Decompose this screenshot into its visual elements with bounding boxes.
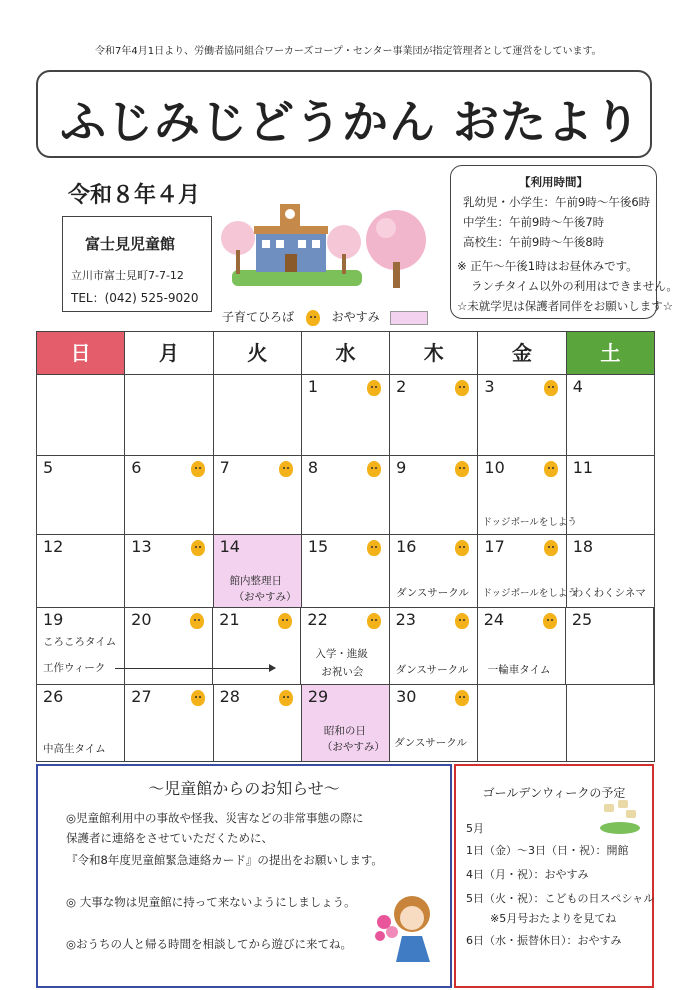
day-number: 9 bbox=[396, 458, 407, 477]
calendar-day bbox=[390, 535, 478, 607]
chick-icon bbox=[367, 461, 381, 477]
calendar-day bbox=[302, 685, 390, 761]
legend-hiroba-label: 子育てひろば bbox=[222, 310, 295, 324]
day-number: 15 bbox=[307, 537, 329, 556]
golden-week-month: 5月 bbox=[466, 822, 484, 835]
calendar-week bbox=[37, 456, 654, 535]
event-label: ダンスサークル bbox=[395, 664, 469, 676]
hours-line: 高校生：午前9時～午後8時 bbox=[463, 235, 605, 249]
golden-week-line: ※5月号おたよりを見てね bbox=[490, 912, 617, 925]
calendar-day bbox=[478, 456, 577, 534]
day-number: 24 bbox=[483, 610, 505, 629]
calendar-day bbox=[478, 535, 577, 607]
day-number: 4 bbox=[572, 377, 583, 396]
chick-icon bbox=[279, 690, 293, 706]
day-number: 6 bbox=[131, 458, 142, 477]
chick-icon bbox=[455, 613, 469, 629]
weekday-sat: 土 bbox=[567, 332, 654, 374]
chick-icon bbox=[191, 461, 205, 477]
calendar bbox=[36, 331, 655, 762]
weekday-mon: 月 bbox=[125, 332, 213, 374]
newsletter-title-box bbox=[36, 70, 652, 158]
event-label: 工作ウィーク bbox=[43, 662, 106, 674]
calendar-day bbox=[567, 456, 654, 534]
calendar-day bbox=[567, 685, 654, 761]
org-name: 富士見児童館 bbox=[85, 235, 176, 253]
event-label: 館内整理日 bbox=[229, 575, 283, 587]
org-tel: TEL：(042) 525-9020 bbox=[71, 291, 199, 305]
hours-box bbox=[450, 165, 678, 319]
chick-icon bbox=[544, 380, 558, 396]
calendar-day bbox=[478, 685, 566, 761]
hours-heading: 【利用時間】 bbox=[519, 175, 588, 189]
golden-week-line: 4日（月・祝）：おやすみ bbox=[466, 868, 589, 881]
calendar-day bbox=[125, 456, 213, 534]
golden-week-box bbox=[454, 764, 654, 988]
calendar-day bbox=[125, 535, 213, 607]
day-number: 23 bbox=[395, 610, 416, 629]
chick-icon bbox=[455, 540, 469, 556]
day-number: 22 bbox=[307, 610, 328, 629]
weekday-fri: 金 bbox=[478, 332, 566, 374]
calendar-day bbox=[125, 375, 213, 455]
org-info-box bbox=[62, 216, 212, 312]
calendar-day bbox=[390, 685, 478, 761]
day-number: 20 bbox=[131, 610, 152, 629]
day-number: 29 bbox=[307, 687, 329, 706]
event-label: （おやすみ） bbox=[233, 591, 297, 603]
calendar-day bbox=[125, 608, 213, 684]
legend bbox=[222, 308, 428, 326]
chick-icon bbox=[191, 690, 205, 706]
calendar-day bbox=[214, 456, 302, 534]
chick-icon bbox=[455, 461, 469, 477]
notice-line: 保護者に連絡をさせていただくために、 bbox=[66, 831, 273, 845]
calendar-day bbox=[478, 375, 566, 455]
hours-line: ☆未就学児は保護者同伴をお願いします☆ bbox=[457, 299, 674, 313]
day-number: 17 bbox=[484, 537, 505, 556]
event-label: ダンスサークル bbox=[394, 737, 467, 749]
notice-line: 『令和8年度児童館緊急連絡カード』の提出をお願いします。 bbox=[66, 853, 383, 867]
day-number: 12 bbox=[43, 537, 64, 556]
calendar-day bbox=[125, 685, 213, 761]
calendar-week bbox=[37, 685, 654, 761]
calendar-day bbox=[301, 608, 389, 684]
rice-ball-illustration bbox=[596, 796, 642, 836]
notice-title: ～児童館からのお知らせ～ bbox=[148, 779, 340, 798]
operator-note: 令和7年4月1日より、労働者協同組合ワーカーズコープ・センター事業団が指定管理者として運営をしています。 bbox=[95, 46, 602, 57]
notice-line: ◎ 大事な物は児童館に持って来ないようにしましょう。 bbox=[66, 895, 356, 909]
day-number: 11 bbox=[572, 458, 594, 477]
event-label: 中高生タイム bbox=[43, 743, 106, 755]
chick-icon bbox=[367, 380, 381, 396]
calendar-day bbox=[566, 608, 654, 684]
day-number: 28 bbox=[219, 687, 240, 706]
calendar-day bbox=[302, 375, 390, 455]
day-number: 8 bbox=[307, 458, 319, 477]
chick-icon bbox=[278, 613, 292, 629]
day-number: 13 bbox=[131, 537, 152, 556]
org-address: 立川市富士見町7-7-12 bbox=[71, 269, 184, 282]
calendar-day bbox=[567, 375, 654, 455]
event-label: お祝い会 bbox=[321, 666, 364, 678]
calendar-day bbox=[478, 608, 566, 684]
day-number: 3 bbox=[484, 377, 495, 396]
chick-icon bbox=[191, 540, 205, 556]
legend-closed-label: おやすみ bbox=[331, 310, 380, 324]
day-number: 5 bbox=[43, 458, 54, 477]
hours-line: 乳幼児・小学生：午前9時～午後6時 bbox=[463, 195, 651, 209]
calendar-day bbox=[302, 535, 390, 607]
chick-icon bbox=[455, 380, 469, 396]
chick-icon bbox=[306, 310, 320, 326]
calendar-day bbox=[213, 608, 301, 684]
hours-line: ※ 正午～午後1時はお昼休みです。 bbox=[457, 259, 638, 273]
event-label: ドッジボールをしよう bbox=[482, 588, 577, 599]
weekday-sun: 日 bbox=[37, 332, 125, 374]
calendar-week bbox=[37, 375, 654, 456]
event-label: ころころタイム bbox=[43, 636, 117, 648]
chick-icon bbox=[543, 613, 557, 629]
notice-box bbox=[36, 764, 452, 988]
day-number: 16 bbox=[396, 537, 417, 556]
girl-with-flowers-illustration bbox=[374, 886, 440, 962]
calendar-header bbox=[37, 332, 654, 375]
chick-icon bbox=[367, 540, 381, 556]
calendar-week bbox=[37, 608, 654, 685]
weekday-wed: 水 bbox=[302, 332, 390, 374]
notice-line: ◎おうちの人と帰る時間を相談してから遊びに来てね。 bbox=[66, 937, 353, 951]
day-number: 19 bbox=[43, 610, 64, 629]
chick-icon bbox=[367, 613, 381, 629]
golden-week-line: 1日（金）～3日（日・祝）：開館 bbox=[466, 844, 629, 857]
month-label: 令和８年４月 bbox=[68, 183, 201, 208]
day-number: 1 bbox=[307, 377, 319, 396]
golden-week-line: 6日（水・振替休日）：おやすみ bbox=[466, 934, 622, 947]
calendar-day bbox=[214, 375, 302, 455]
closed-swatch bbox=[390, 311, 428, 325]
hours-line: 中学生：午前9時～午後7時 bbox=[463, 215, 605, 229]
event-label: （おやすみ） bbox=[321, 741, 385, 753]
chick-icon bbox=[190, 613, 204, 629]
calendar-day bbox=[302, 456, 390, 534]
event-label: 一輪車タイム bbox=[487, 664, 551, 676]
day-number: 30 bbox=[396, 687, 417, 706]
hours-line: ランチタイム以外の利用はできません。 bbox=[471, 279, 678, 293]
calendar-day bbox=[37, 685, 125, 761]
day-number: 26 bbox=[43, 687, 64, 706]
event-label: わくわくシネマ bbox=[572, 587, 646, 599]
arrow-icon bbox=[115, 668, 275, 669]
calendar-day bbox=[567, 535, 654, 607]
newsletter-title: ふじみじどうかん おたより bbox=[60, 95, 642, 149]
calendar-day bbox=[390, 456, 478, 534]
calendar-day bbox=[37, 608, 125, 684]
calendar-day bbox=[37, 535, 125, 607]
golden-week-title: ゴールデンウィークの予定 bbox=[482, 786, 626, 800]
weekday-tue: 火 bbox=[214, 332, 302, 374]
weekday-thu: 木 bbox=[390, 332, 478, 374]
chick-icon bbox=[544, 461, 558, 477]
day-number: 10 bbox=[484, 458, 505, 477]
event-label: ドッジボールをしよう bbox=[482, 517, 577, 528]
chick-icon bbox=[544, 540, 558, 556]
calendar-day bbox=[390, 608, 478, 684]
day-number: 14 bbox=[219, 537, 240, 556]
notice-line: ◎児童館利用中の事故や怪我、災害などの非常事態の際に bbox=[66, 811, 364, 825]
day-number: 21 bbox=[219, 610, 240, 629]
calendar-day bbox=[214, 535, 302, 607]
chick-icon bbox=[455, 690, 469, 706]
event-label: ダンスサークル bbox=[396, 587, 469, 599]
day-number: 25 bbox=[571, 610, 593, 629]
event-label: 入学・進級 bbox=[315, 648, 368, 660]
day-number: 18 bbox=[572, 537, 594, 556]
calendar-week bbox=[37, 535, 654, 608]
day-number: 27 bbox=[131, 687, 152, 706]
calendar-day bbox=[37, 456, 125, 534]
children-hall-illustration bbox=[218, 198, 450, 298]
event-label: 昭和の日 bbox=[323, 725, 366, 737]
calendar-day bbox=[214, 685, 302, 761]
calendar-day bbox=[37, 375, 125, 455]
golden-week-line: 5日（火・祝）：こどもの日スペシャル bbox=[466, 892, 655, 905]
calendar-day bbox=[390, 375, 478, 455]
day-number: 7 bbox=[219, 458, 230, 477]
day-number: 2 bbox=[396, 377, 407, 396]
chick-icon bbox=[279, 461, 293, 477]
